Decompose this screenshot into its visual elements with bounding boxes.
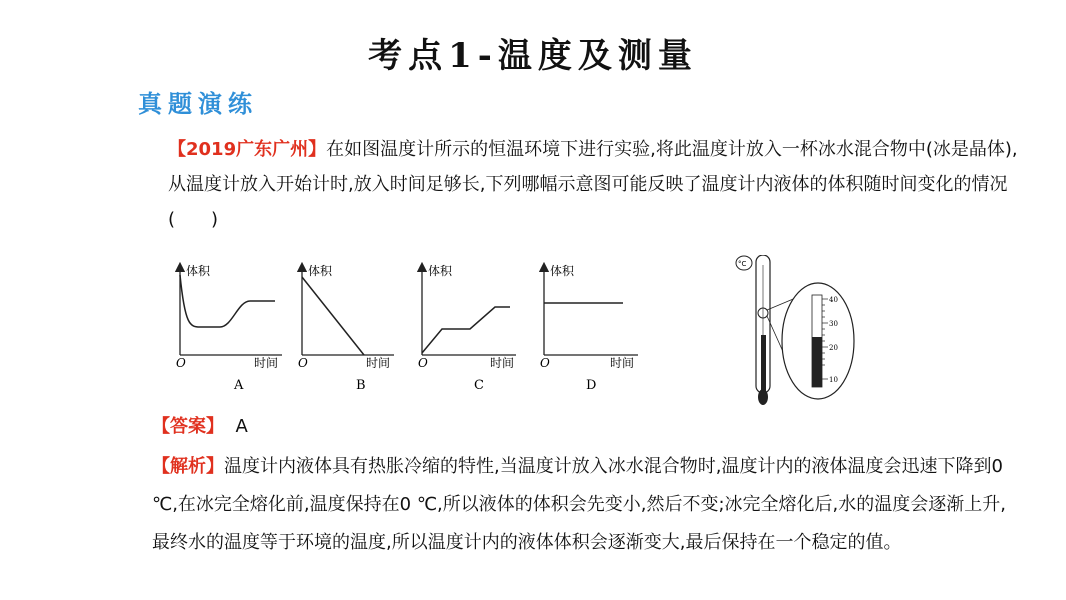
- graph-b: [298, 263, 394, 393]
- thermometer-unit: °C: [738, 260, 747, 268]
- question-source: 【2019广东广州】: [168, 139, 327, 160]
- graph-a-origin: O: [176, 356, 186, 370]
- question-text: 在如图温度计所示的恒温环境下进行实验,将此温度计放入一杯冰水混合物中(冰是晶体),从温度计放入开始计时,放入时间足够长,下列哪幅示意图可能反映了温度计内液体的体积随时间变化的情况 ( ): [168, 139, 1026, 230]
- graph-b-xlabel: 时间: [366, 356, 391, 370]
- answer-value: A: [235, 416, 248, 437]
- answer: [152, 412, 248, 442]
- graph-b-origin: O: [298, 356, 308, 370]
- graph-c-xlabel: 时间: [490, 356, 515, 370]
- graph-a: [176, 263, 282, 393]
- graph-c-ylabel: 体积: [428, 264, 453, 278]
- graph-b-ylabel: 体积: [308, 264, 333, 278]
- graph-d: [540, 263, 638, 393]
- scale-30: 30: [829, 320, 838, 328]
- thermometer-liquid: [761, 335, 766, 393]
- graph-c-origin: O: [418, 356, 428, 370]
- graph-d-xlabel: 时间: [610, 356, 635, 370]
- curve-a: [180, 275, 275, 327]
- thermometer-bulb: [758, 389, 768, 405]
- page-title: 考点1-温度及测量: [368, 36, 698, 76]
- question: [168, 132, 1026, 237]
- graph-a-ylabel: 体积: [186, 264, 211, 278]
- graph-c: [418, 263, 516, 393]
- scale-20: 20: [829, 344, 838, 352]
- graph-d-letter: D: [586, 378, 597, 393]
- graph-b-letter: B: [356, 378, 366, 393]
- thermometer-figure: [736, 255, 854, 405]
- graph-d-origin: O: [540, 356, 550, 370]
- analysis-text: 温度计内液体具有热胀冷缩的特性,当温度计放入冰水混合物时,温度计内的液体温度会迅速下降到0 ℃,在冰完全熔化前,温度保持在0 ℃,所以液体的体积会先变小,然后不变;冰完全熔化后,水的温度会逐渐上升,最终水的温度等于环境的温度,所以温度计内的液体体积会逐渐变大,最后保持在一个稳定的值。: [152, 456, 1006, 553]
- graph-c-letter: C: [474, 378, 484, 393]
- analysis: [152, 448, 1012, 562]
- graph-d-ylabel: 体积: [550, 264, 575, 278]
- figure-panel: [160, 255, 860, 415]
- curve-b: [302, 277, 364, 355]
- graph-a-letter: A: [234, 378, 244, 393]
- analysis-tag: 【解析】: [152, 456, 224, 477]
- scale-40: 40: [829, 296, 838, 304]
- answer-tag: 【答案】: [152, 416, 224, 437]
- section-subtitle: 真题演练: [138, 89, 258, 118]
- scale-10: 10: [829, 376, 838, 384]
- curve-c: [422, 307, 510, 353]
- graph-a-xlabel: 时间: [254, 356, 279, 370]
